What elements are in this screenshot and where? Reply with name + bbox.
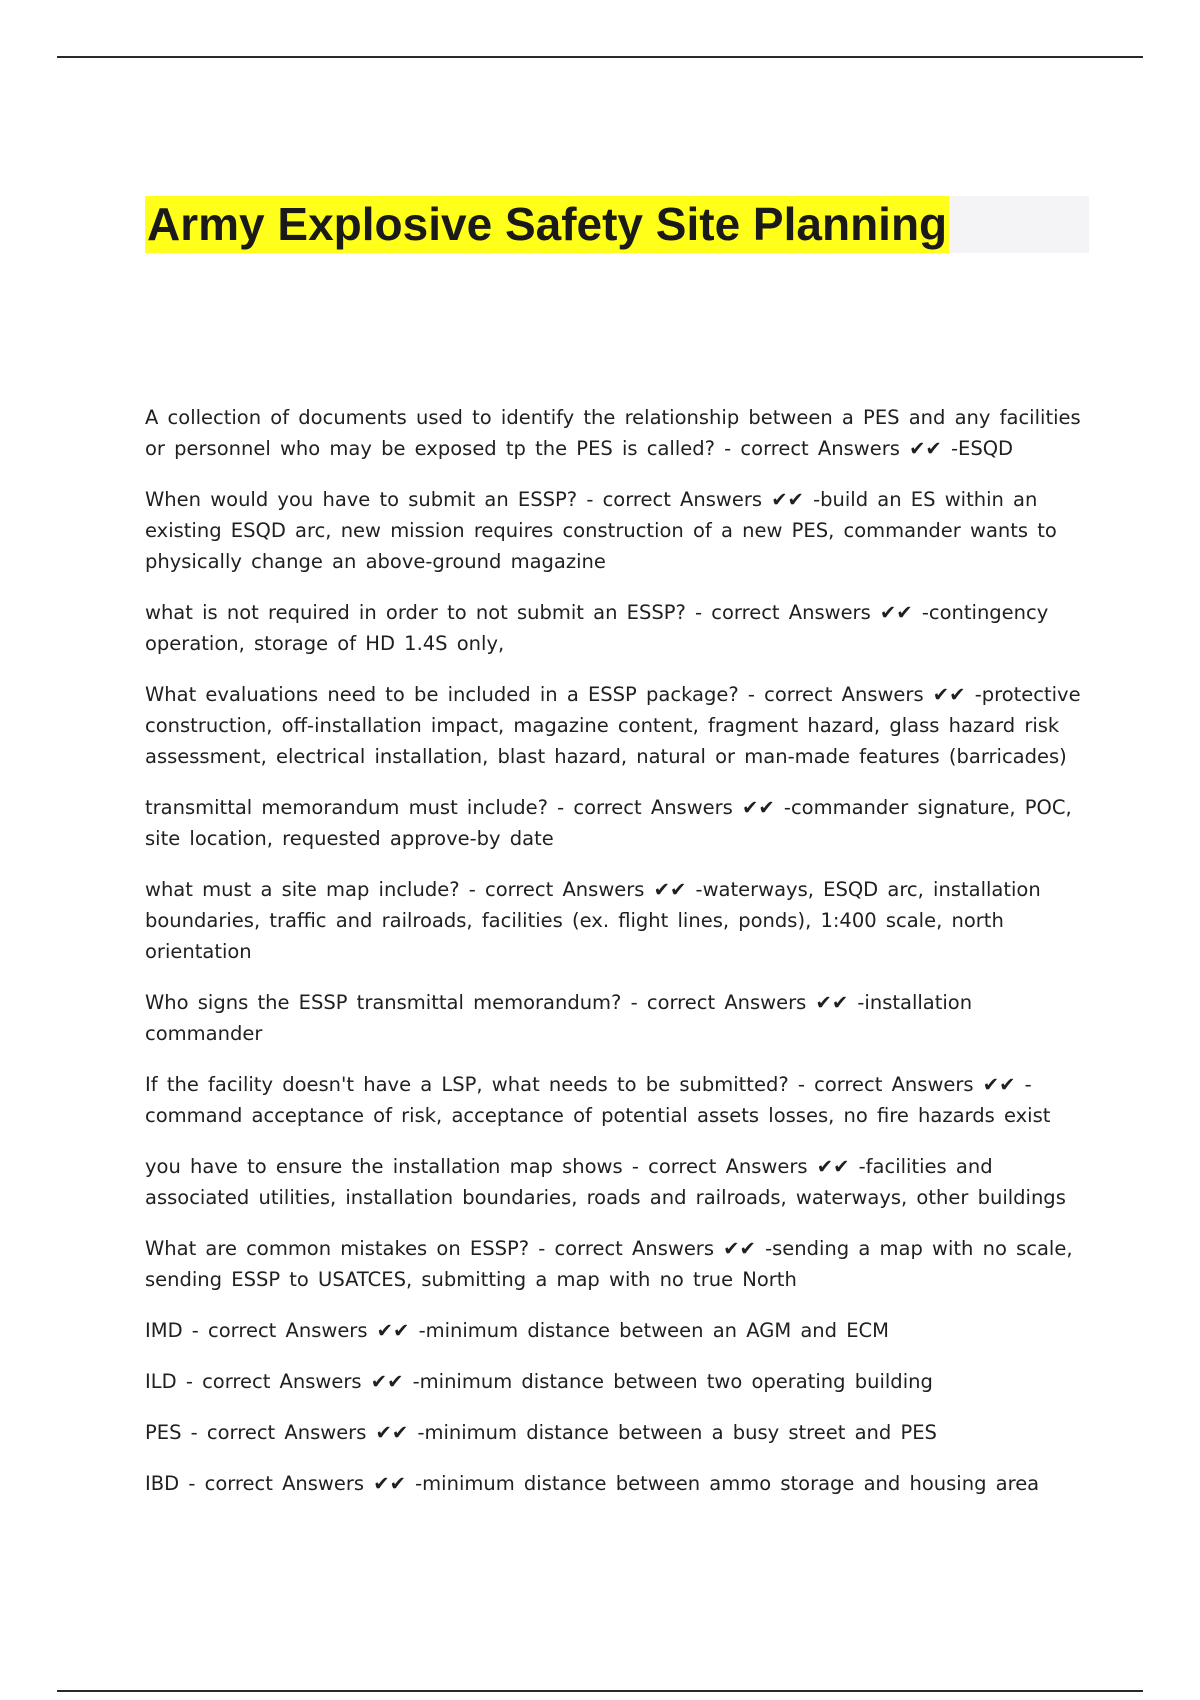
question-text: transmittal memorandum must include? (145, 796, 548, 819)
qa-item (145, 597, 1090, 659)
top-rule (57, 56, 1143, 58)
answer-label: correct Answers ✔✔ (202, 1370, 404, 1393)
separator: - (622, 1155, 649, 1178)
answer-label: correct Answers ✔✔ (206, 1421, 409, 1444)
question-text: IMD (145, 1319, 183, 1342)
question-text: What evaluations need to be included in a ESSP package? (145, 683, 739, 706)
answer-label: correct Answers ✔✔ (554, 1237, 756, 1260)
question-text: What are common mistakes on ESSP? (145, 1237, 530, 1260)
question-text: Who signs the ESSP transmittal memorandum? (145, 991, 622, 1014)
separator: - (621, 991, 647, 1014)
answer-label: correct Answers ✔✔ (646, 991, 849, 1014)
qa-item (145, 1315, 1090, 1346)
qa-item (145, 484, 1090, 577)
answer-label: correct Answers ✔✔ (764, 683, 966, 706)
separator: - (459, 878, 485, 901)
question-text: what is not required in order to not submit an ESSP? (145, 601, 686, 624)
qa-item (145, 1233, 1090, 1295)
separator: - (181, 1421, 207, 1444)
answer-label: correct Answers ✔✔ (573, 796, 775, 819)
answer-text: -commander signature, POC, site location, requested approve-by date (145, 796, 1072, 850)
qa-item (145, 1417, 1090, 1448)
answer-text: -build an ES within an existing ESQD arc, new mission requires construction of a new PES, commander wants to physically change an above-ground magazine (145, 488, 1057, 573)
qa-item (145, 792, 1090, 854)
question-text: A collection of documents used to identify the relationship between a PES and any facilities or personnel who may be exposed tp the PES is called? (145, 406, 1081, 460)
separator: - (182, 1319, 209, 1342)
separator: - (788, 1073, 815, 1096)
qa-item (145, 987, 1090, 1049)
answer-label: correct Answers ✔✔ (711, 601, 913, 624)
question-text: IBD (145, 1472, 180, 1495)
separator: - (529, 1237, 555, 1260)
answer-text: -installation commander (145, 991, 973, 1045)
qa-item (145, 402, 1090, 464)
qa-item (145, 874, 1090, 967)
bottom-rule (57, 1690, 1143, 1692)
separator: - (176, 1370, 203, 1393)
answer-text: -minimum distance between ammo storage and housing area (415, 1472, 1040, 1495)
answer-label: correct Answers ✔✔ (740, 437, 942, 460)
answer-text: -ESQD (950, 437, 1014, 460)
answer-label: correct Answers ✔✔ (648, 1155, 850, 1178)
separator: - (179, 1472, 205, 1495)
question-text: PES (145, 1421, 182, 1444)
answer-text: -minimum distance between a busy street and PES (417, 1421, 937, 1444)
answer-label: correct Answers ✔✔ (208, 1319, 410, 1342)
question-text: you have to ensure the installation map shows (145, 1155, 623, 1178)
answer-label: correct Answers ✔✔ (814, 1073, 1016, 1096)
answer-text: -protective construction, off-installation impact, magazine content, fragment hazard, glass hazard risk assessment, electrical installation, blast hazard, natural or man-made features (barricades) (145, 683, 1081, 768)
qa-item (145, 679, 1090, 772)
qa-item (145, 1468, 1090, 1499)
qa-list (145, 402, 1090, 1519)
document-title: Army Explosive Safety Site Planning (145, 196, 949, 253)
qa-item (145, 1151, 1090, 1213)
separator: - (547, 796, 574, 819)
answer-text: -facilities and associated utilities, installation boundaries, roads and railroads, waterways, other buildings (145, 1155, 1066, 1209)
answer-text: -contingency operation, storage of HD 1.4S only, (145, 601, 1049, 655)
question-text: ILD (145, 1370, 177, 1393)
answer-label: correct Answers ✔✔ (602, 488, 804, 511)
separator: - (685, 601, 712, 624)
answer-text: -minimum distance between an AGM and ECM (418, 1319, 889, 1342)
answer-label: correct Answers ✔✔ (204, 1472, 406, 1495)
qa-item (145, 1069, 1090, 1131)
answer-text: -sending a map with no scale, sending ESSP to USATCES, submitting a map with no true North (145, 1237, 1073, 1291)
answer-text: -command acceptance of risk, acceptance of potential assets losses, no fire hazards exist (145, 1073, 1051, 1127)
answer-text: -minimum distance between two operating building (412, 1370, 933, 1393)
separator: - (714, 437, 741, 460)
answer-text: -waterways, ESQD arc, installation boundaries, traffic and railroads, facilities (ex. flight lines, ponds), 1:400 scale, north orientation (145, 878, 1041, 963)
separator: - (738, 683, 765, 706)
qa-item (145, 1366, 1090, 1397)
separator: - (577, 488, 603, 511)
question-text: what must a site map include? (145, 878, 460, 901)
answer-label: correct Answers ✔✔ (484, 878, 687, 901)
question-text: When would you have to submit an ESSP? (145, 488, 578, 511)
question-text: If the facility doesn't have a LSP, what needs to be submitted? (145, 1073, 789, 1096)
